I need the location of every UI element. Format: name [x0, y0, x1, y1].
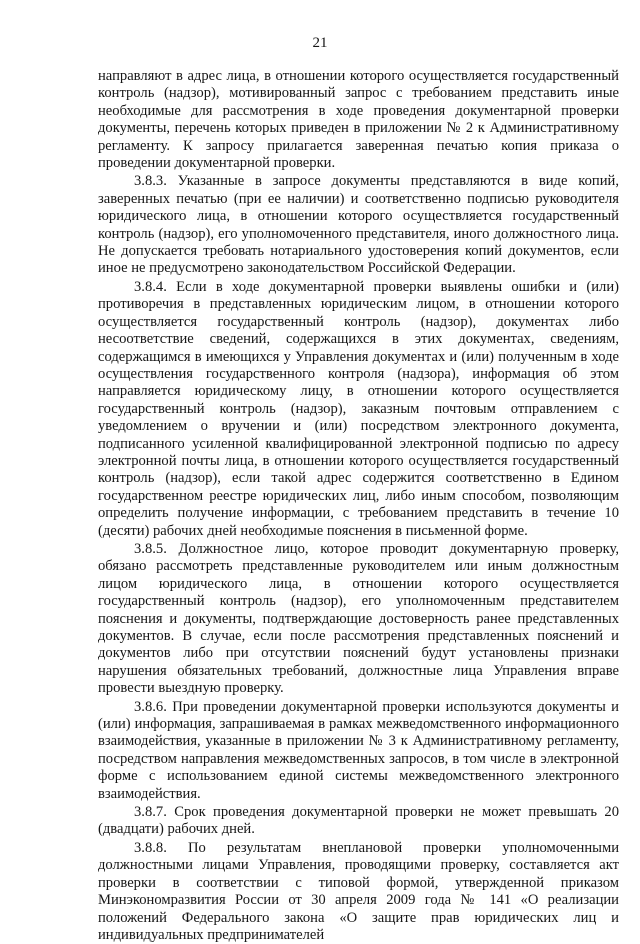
paragraph-continuation: направляют в адрес лица, в отношении которого осуществляется государственный контроль (надзор), мотивированный запрос с требованием представить иные необходимые для рассмотрения в ходе проведения документарной проверки документы, перечень которых приведен в приложении № 2 к Административному регламенту. К запросу прилагается заверенная печатью копия приказа о проведении документарной проверки. — [98, 68, 619, 172]
paragraph-3-8-5: 3.8.5. Должностное лицо, которое проводит документарную проверку, обязано рассмотреть представленные руководителем или иным должностным лицом юридического лица, в отношении которого осуществляется государственный контроль (надзор), его уполномоченным представителем пояснения и документы, подтверждающие достоверность ранее представленных документов. В случае, если после рассмотрения представленных пояснений и документов либо при отсутствии пояснений будут установлены признаки нарушения обязательных требований, должностные лица Управления вправе провести выездную проверку. — [98, 540, 619, 697]
paragraph-3-8-6: 3.8.6. При проведении документарной проверки используются документы и (или) информация, запрашиваемая в рамках межведомственного информационного взаимодействия, указанные в приложении № 3 к Административному регламенту, посредством направления межведомственных запросов, в том числе в электронной форме с использованием единой системы межведомственного электронного взаимодействия. — [98, 698, 619, 802]
paragraph-3-8-3: 3.8.3. Указанные в запросе документы представляются в виде копий, заверенных печатью (при ее наличии) и соответственно подписью руководителя юридического лица, в отношении которого осуществляется государственный контроль (надзор), его уполномоченного представителя, иного должностного лица. Не допускается требовать нотариального удостоверения копий документов, если иное не предусмотрено законодательством Российской Федерации. — [98, 173, 619, 277]
paragraph-3-8-8: 3.8.8. По результатам внеплановой проверки уполномоченными должностными лицами Управления, проводящими проверку, составляется акт проверки в соответствии с типовой формой, утвержденной приказом Минэкономразвития России от 30 апреля 2009 года № 141 «О реализации положений Федерального закона «О защите прав юридических лиц и индивидуальных предпринимателей — [98, 839, 619, 943]
paragraph-3-8-7: 3.8.7. Срок проведения документарной проверки не может превышать 20 (двадцати) рабочих дней. — [98, 804, 619, 838]
page-number: 21 — [312, 35, 328, 51]
document-body — [98, 68, 619, 944]
paragraph-3-8-4: 3.8.4. Если в ходе документарной проверки выявлены ошибки и (или) противоречия в представленных юридическим лицом, в отношении которого осуществляется государственный контроль (надзор), документах либо несоответствие сведений, содержащихся в этих документах, сведениям, содержащимся в имеющихся у Управления документах и (или) полученным в ходе осуществления государственного контроля (надзора), информация об этом направляется юридическому лицу, в отношении которого осуществляется государственный контроль (надзор), заказным почтовым отправлением с уведомлением о вручении и (или) посредством электронного документа, подписанного усиленной квалифицированной электронной подписью по адресу электронной почты лица, в отношении которого осуществляется государственный контроль (надзор), если такой адрес содержится соответственно в Едином государственном реестре юридических лиц, либо иным способом, позволяющим определить получение информации, с требованием представить в течение 10 (десяти) рабочих дней необходимые пояснения в письменной форме. — [98, 278, 619, 539]
